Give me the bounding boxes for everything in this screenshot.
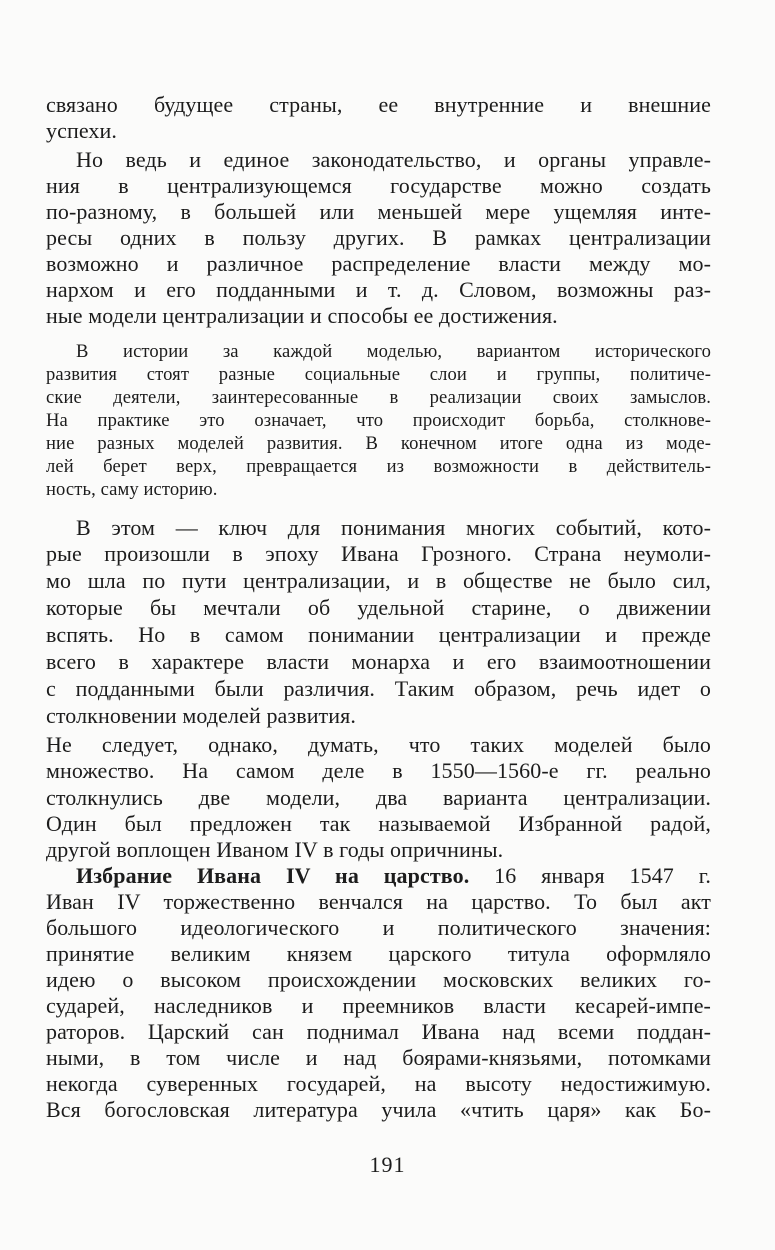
text-line: большого идеологического и политического значения: xyxy=(46,915,711,940)
text-line: вспять. Но в самом понимании централизации и прежде xyxy=(46,622,711,647)
text-line: ские деятели, заинтересованные в реализации своих замыслов. xyxy=(46,387,711,408)
text-line: столкнулись две модели, два варианта централизации. xyxy=(46,785,711,810)
text-line: ность, саму историю. xyxy=(46,479,218,500)
section-heading: Избрание Ивана IV на царство. xyxy=(76,863,470,888)
text-line: ными, в том числе и над боярами-князьями, потомками xyxy=(46,1045,711,1070)
text-line: В этом — ключ для понимания многих событий, кото- xyxy=(76,515,711,540)
page-number: 191 xyxy=(369,1152,406,1177)
text-line: В истории за каждой моделью, вариантом исторического xyxy=(76,341,711,362)
text-line: развития стоят разные социальные слои и группы, политиче- xyxy=(46,364,711,385)
text-line: другой воплощен Иваном IV в годы опричнины. xyxy=(46,837,504,862)
text-line: с подданными были различия. Таким образом, речь идет о xyxy=(46,676,711,701)
text-line: ные модели централизации и способы ее достижения. xyxy=(46,303,558,328)
text-line: мо шла по пути централизации, и в обществе не было сил, xyxy=(46,568,711,593)
text-line: которые бы мечтали об удельной старине, о движении xyxy=(46,595,711,620)
text-line: Иван IV торжественно венчался на царство. То был акт xyxy=(46,889,711,914)
heading-continuation: 16 января 1547 г. xyxy=(469,863,711,888)
text-line: Но ведь и единое законодательство, и органы управле- xyxy=(76,147,711,172)
text-line: раторов. Царский сан поднимал Ивана над всеми поддан- xyxy=(46,1019,711,1044)
text-line: связано будущее страны, ее внутренние и внешние xyxy=(46,92,711,117)
text-line: множество. На самом деле в 1550—1560-е гг. реально xyxy=(46,758,711,783)
text-line: ние разных моделей развития. В конечном итоге одна из моде- xyxy=(46,433,711,454)
text-line: сударей, наследников и преемников власти кесарей-импе- xyxy=(46,993,711,1018)
text-line: столкновении моделей развития. xyxy=(46,703,356,728)
text-line: возможно и различное распределение власти между мо- xyxy=(46,251,711,276)
text-line: рые произошли в эпоху Ивана Грозного. Страна неумоли- xyxy=(46,541,711,566)
text-line-with-heading xyxy=(76,863,711,889)
text-line: Не следует, однако, думать, что таких моделей было xyxy=(46,732,711,757)
text-line: На практике это означает, что происходит борьба, столкнове- xyxy=(46,410,711,431)
text-line: по-разному, в большей или меньшей мере ущемляя инте- xyxy=(46,199,711,224)
text-line: успехи. xyxy=(46,118,117,143)
text-line: принятие великим князем царского титула оформляло xyxy=(46,941,711,966)
text-line: нархом и его подданными и т. д. Словом, возможны раз- xyxy=(46,277,711,302)
text-line: лей берет верх, превращается из возможности в действитель- xyxy=(46,456,711,477)
text-line: Вся богословская литература учила «чтить царя» как Бо- xyxy=(46,1097,711,1122)
text-line: Один был предложен так называемой Избранной радой, xyxy=(46,811,711,836)
text-line: идею о высоком происхождении московских великих го- xyxy=(46,967,711,992)
text-line: ния в централизующемся государстве можно создать xyxy=(46,173,711,198)
text-line: всего в характере власти монарха и его взаимоотношении xyxy=(46,649,711,674)
text-line: ресы одних в пользу других. В рамках централизации xyxy=(46,225,711,250)
text-line: некогда суверенных государей, на высоту недостижимую. xyxy=(46,1071,711,1096)
